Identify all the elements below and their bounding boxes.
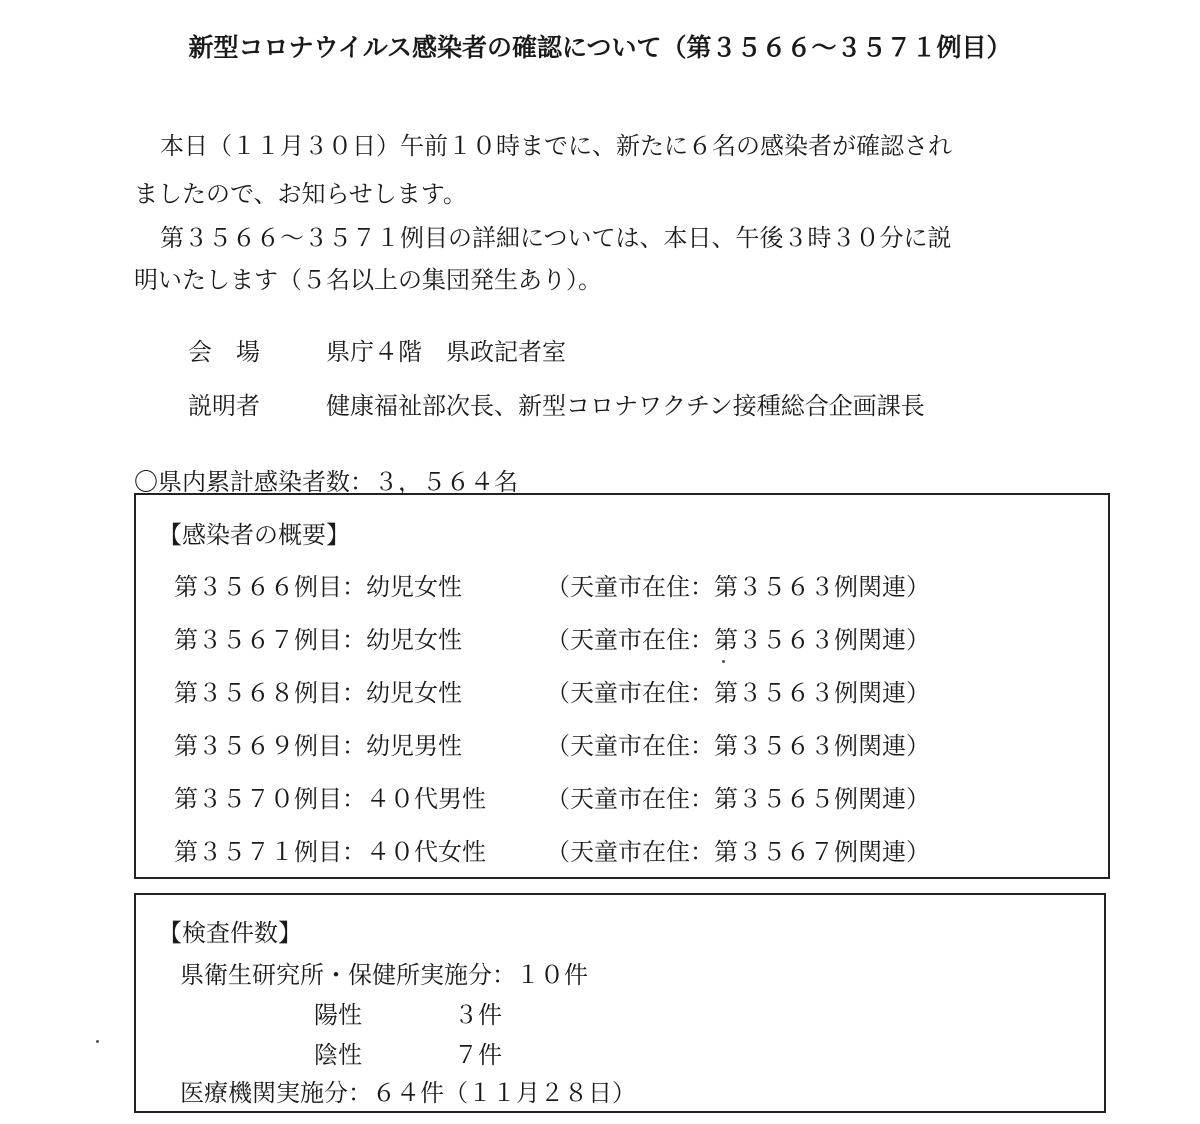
intro-line-3: 第３５６６～３５７１例目の詳細については、本日、午後３時３０分に説 (160, 224, 952, 252)
scan-speck (96, 1040, 99, 1043)
intro-line-2: ましたので、お知らせします。 (134, 180, 467, 208)
lab-tests: 県衛生研究所・保健所実施分：１０件 (180, 961, 588, 989)
case-id: 第３５６９例目：幼児男性 (174, 732, 462, 760)
case-detail: （天童市在住：第３５６３例関連） (546, 573, 930, 601)
case-id: 第３５７１例目：４０代女性 (174, 838, 486, 866)
case-detail: （天童市在住：第３５６３例関連） (546, 626, 930, 654)
presenter-value: 健康福祉部次長、新型コロナワクチン接種総合企画課長 (326, 392, 925, 420)
case-detail: （天童市在住：第３５６７例関連） (546, 838, 930, 866)
scan-speck (722, 660, 725, 663)
case-summary-box (134, 493, 1110, 879)
case-detail: （天童市在住：第３５６５例関連） (546, 785, 930, 813)
positive-label: 陽性 (314, 1001, 362, 1029)
negative-value: ７件 (454, 1041, 502, 1069)
document-title: 新型コロナウイルス感染者の確認について（第３５６６～３５７１例目） (188, 33, 1012, 62)
intro-line-4: 明いたします（５名以上の集団発生あり）。 (134, 266, 602, 294)
test-count-box (134, 893, 1106, 1113)
venue-value: 県庁４階 県政記者室 (326, 338, 566, 366)
presenter-label: 説明者 (188, 392, 260, 420)
venue-label: 会 場 (188, 338, 260, 366)
case-id: 第３５６７例目：幼児女性 (174, 626, 462, 654)
case-id: 第３５６６例目：幼児女性 (174, 573, 462, 601)
case-summary-title: 【感染者の概要】 (158, 521, 350, 549)
medical-tests: 医療機関実施分：６４件（１１月２８日） (180, 1079, 636, 1107)
intro-line-1: 本日（１１月３０日）午前１０時までに、新たに６名の感染者が確認され (160, 132, 952, 160)
positive-value: ３件 (454, 1001, 502, 1029)
case-detail: （天童市在住：第３５６３例関連） (546, 732, 930, 760)
case-id: 第３５７０例目：４０代男性 (174, 785, 486, 813)
test-count-title: 【検査件数】 (158, 919, 302, 947)
negative-label: 陰性 (314, 1041, 362, 1069)
case-id: 第３５６８例目：幼児女性 (174, 679, 462, 707)
cumulative-count: 〇県内累計感染者数：３，５６４名 (134, 468, 518, 496)
case-detail: （天童市在住：第３５６３例関連） (546, 679, 930, 707)
